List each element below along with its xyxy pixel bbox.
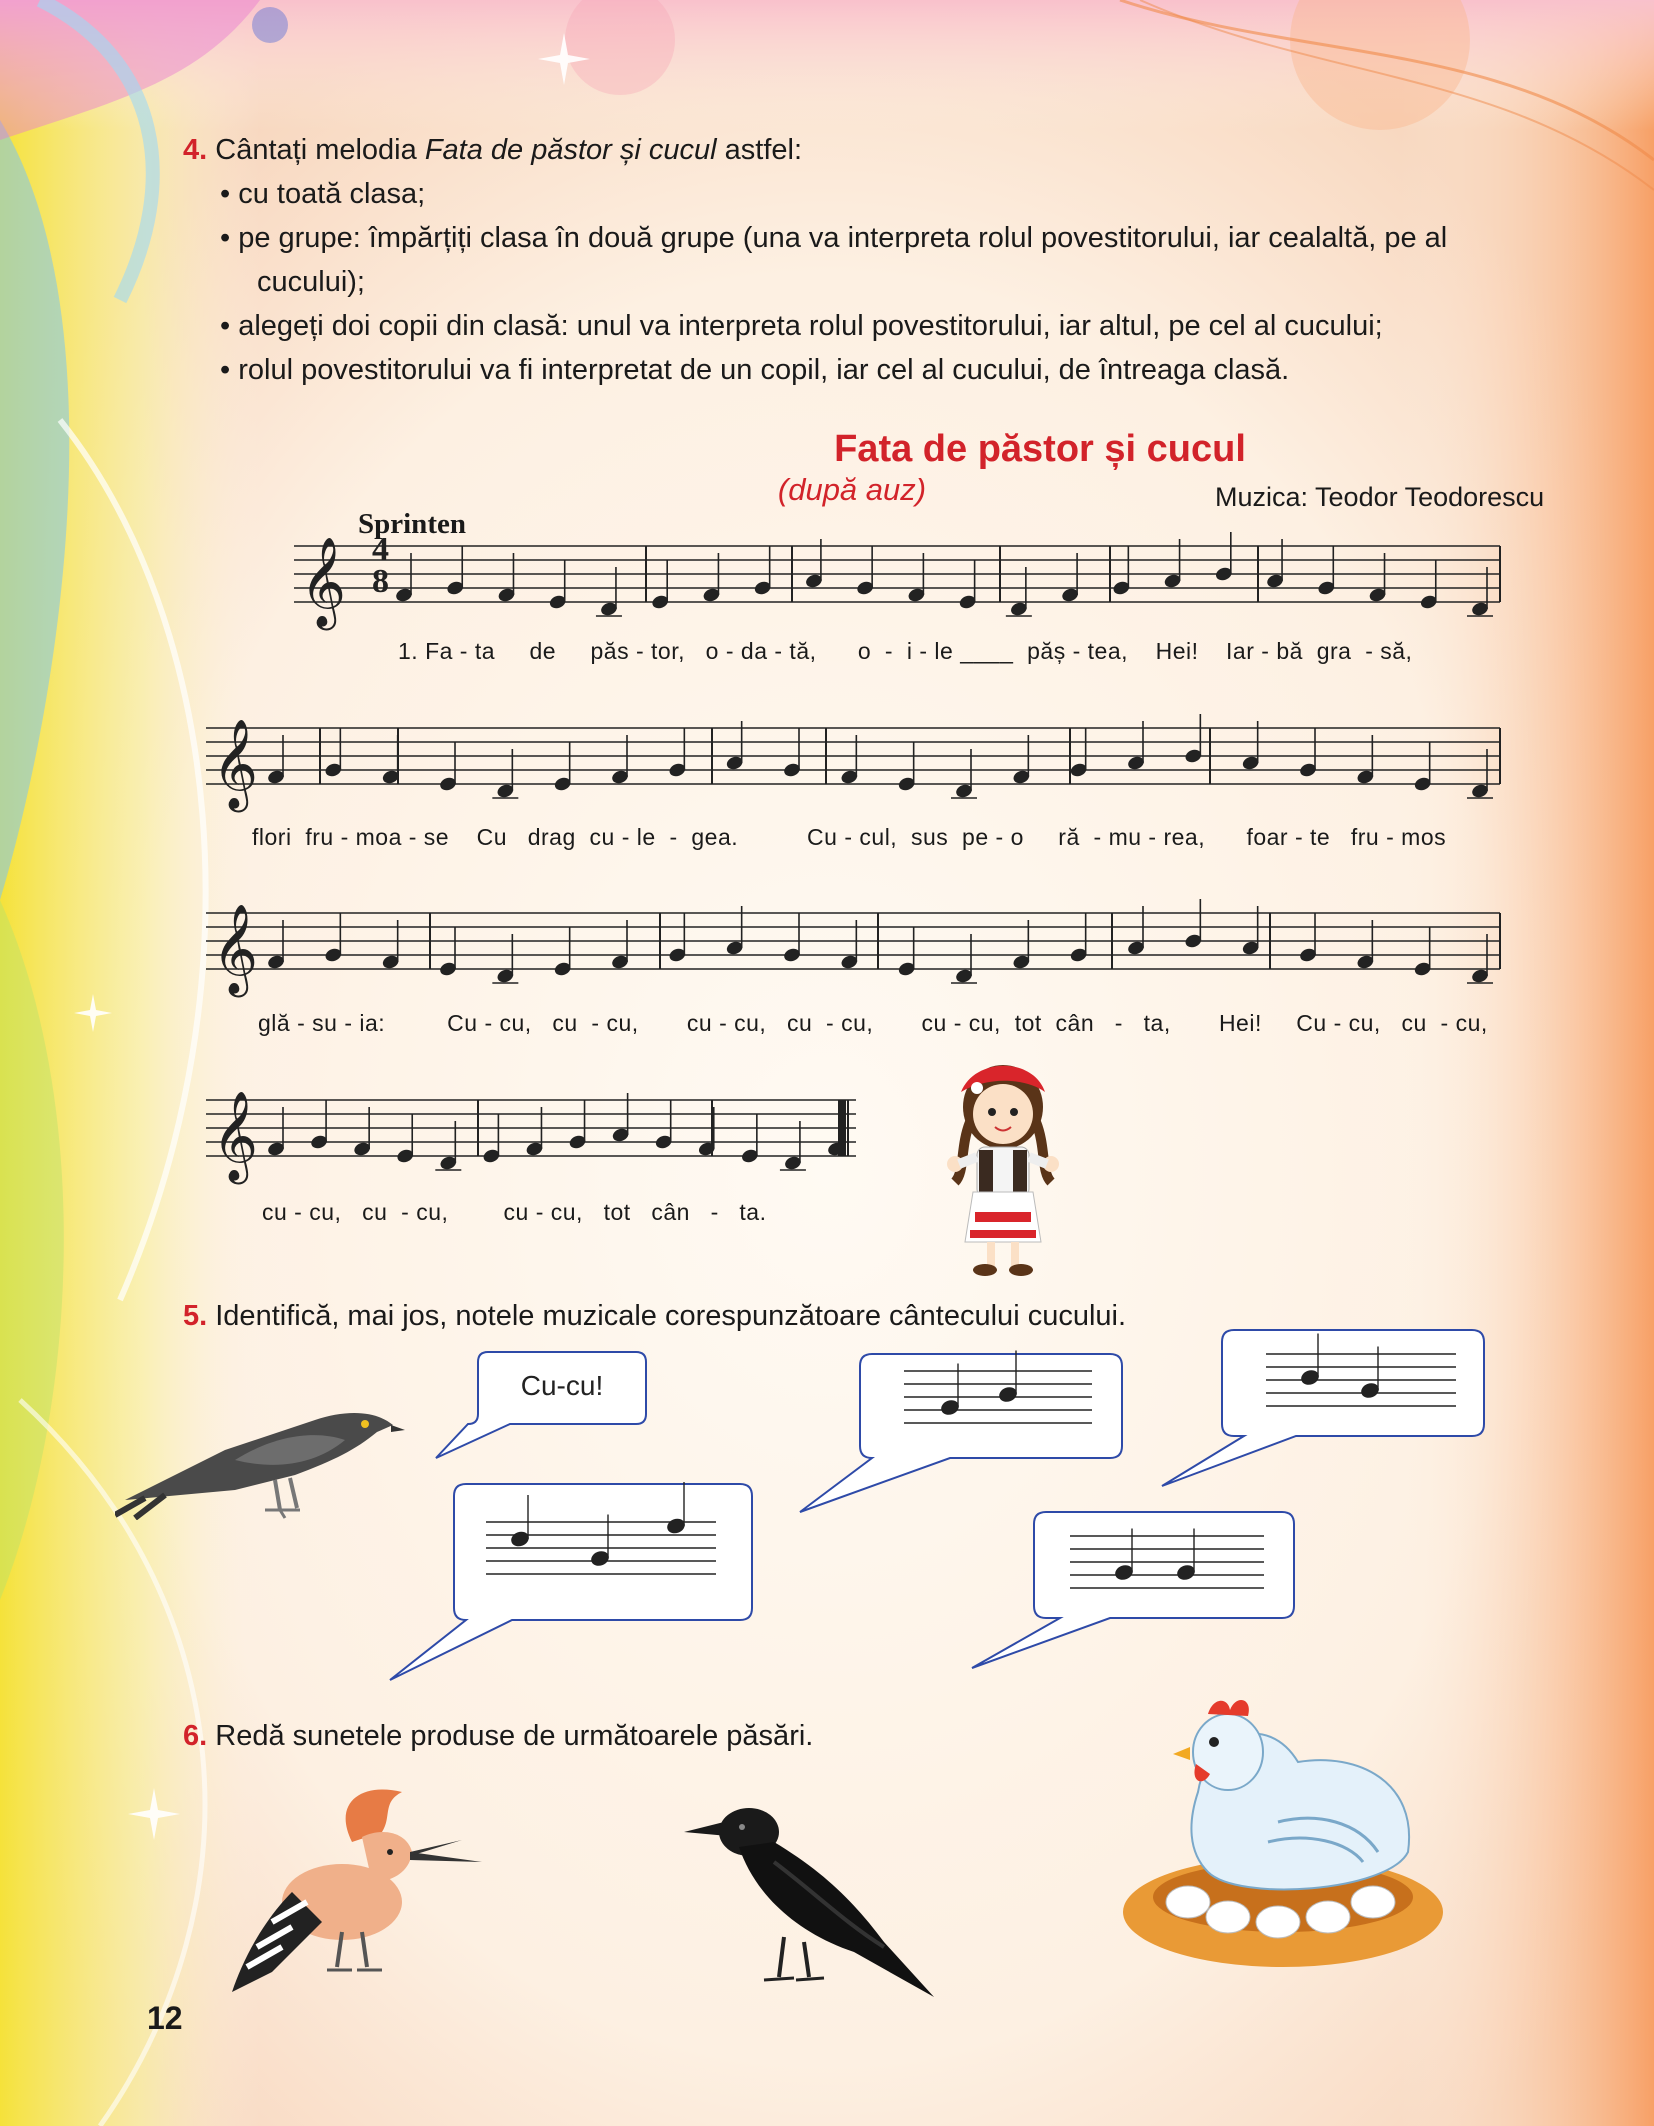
bullet-item: • cu toată clasa; bbox=[220, 178, 426, 210]
lyrics-line-2: flori fru - moa - se Cu drag cu - le - gea. Cu - cul, sus pe - o ră - mu - rea, foar - te fru - mos bbox=[252, 824, 1447, 850]
song-composer: Muzica: Teodor Teodorescu bbox=[1215, 482, 1545, 512]
song-subtitle: (după auz) bbox=[777, 472, 927, 507]
time-signature-top: 4 bbox=[372, 531, 389, 568]
treble-clef: 𝄞 bbox=[212, 719, 259, 809]
exercise-4-intro-after: astfel: bbox=[716, 134, 803, 166]
lyrics-line-4: cu - cu, cu - cu, cu - cu, tot cân - ta. bbox=[262, 1199, 767, 1225]
lyrics-line-1: 1. Fa - ta de păs - tor, o - da - tă, o - i - le ____ păș - tea, Hei! Iar - bă gra - să, bbox=[398, 638, 1413, 664]
hoopoe-bird-illustration bbox=[232, 1782, 510, 2014]
exercise-6 bbox=[183, 1714, 813, 1758]
speech-bubbles bbox=[0, 1320, 1654, 1700]
tempo-marking: Sprinten bbox=[358, 508, 466, 540]
exercise-4-number: 4. bbox=[183, 134, 208, 166]
bullet-item: • pe grupe: împărțiți clasa în două grupe (una va interpreta rolul povestitorului, iar cealaltă, pe al bbox=[220, 222, 1448, 254]
girl-folk-costume-illustration bbox=[915, 1052, 1090, 1282]
treble-clef: 𝄞 bbox=[212, 1091, 259, 1181]
bullet-item-continuation: cucului); bbox=[257, 266, 365, 298]
cucu-bubble-text: Cu-cu! bbox=[520, 1370, 604, 1401]
bubble-option-c[interactable] bbox=[390, 1484, 752, 1680]
lyrics-line-3: glă - su - ia: Cu - cu, cu - cu, cu - cu, cu - cu, cu - cu, tot cân - ta, Hei! Cu - cu, cu - cu, bbox=[258, 1010, 1488, 1036]
exercise-6-number: 6. bbox=[183, 1720, 208, 1752]
exercise-5-text: Identifică, mai jos, notele muzicale corespunzătoare cântecului cucului. bbox=[215, 1300, 1127, 1332]
treble-clef: 𝄞 bbox=[212, 904, 259, 994]
page-number: 12 bbox=[147, 2000, 183, 2036]
exercise-5-number: 5. bbox=[183, 1300, 208, 1332]
bullet-item: • rolul povestitorului va fi interpretat de un copil, iar cel al cucului, de întreaga clasă. bbox=[220, 354, 1290, 386]
cucu-bubble bbox=[436, 1352, 646, 1458]
bubble-option-a[interactable] bbox=[800, 1354, 1122, 1512]
exercise-6-text: Redă sunetele produse de următoarele păsări. bbox=[215, 1720, 814, 1752]
exercise-4-intro-before: Cântați melodia bbox=[215, 134, 425, 166]
treble-clef: 𝄞 bbox=[300, 537, 347, 627]
crow-bird-illustration bbox=[684, 1782, 944, 2007]
bullet-item: • alegeți doi copii din clasă: unul va interpreta rolul povestitorului, iar altul, pe cel al cucului; bbox=[220, 310, 1383, 342]
time-signature-bottom: 8 bbox=[372, 563, 389, 600]
exercise-4-song-title: Fata de păstor și cucul bbox=[424, 134, 717, 166]
hen-on-nest-illustration bbox=[1118, 1692, 1448, 1974]
song-title: Fata de păstor și cucul bbox=[834, 428, 1246, 470]
